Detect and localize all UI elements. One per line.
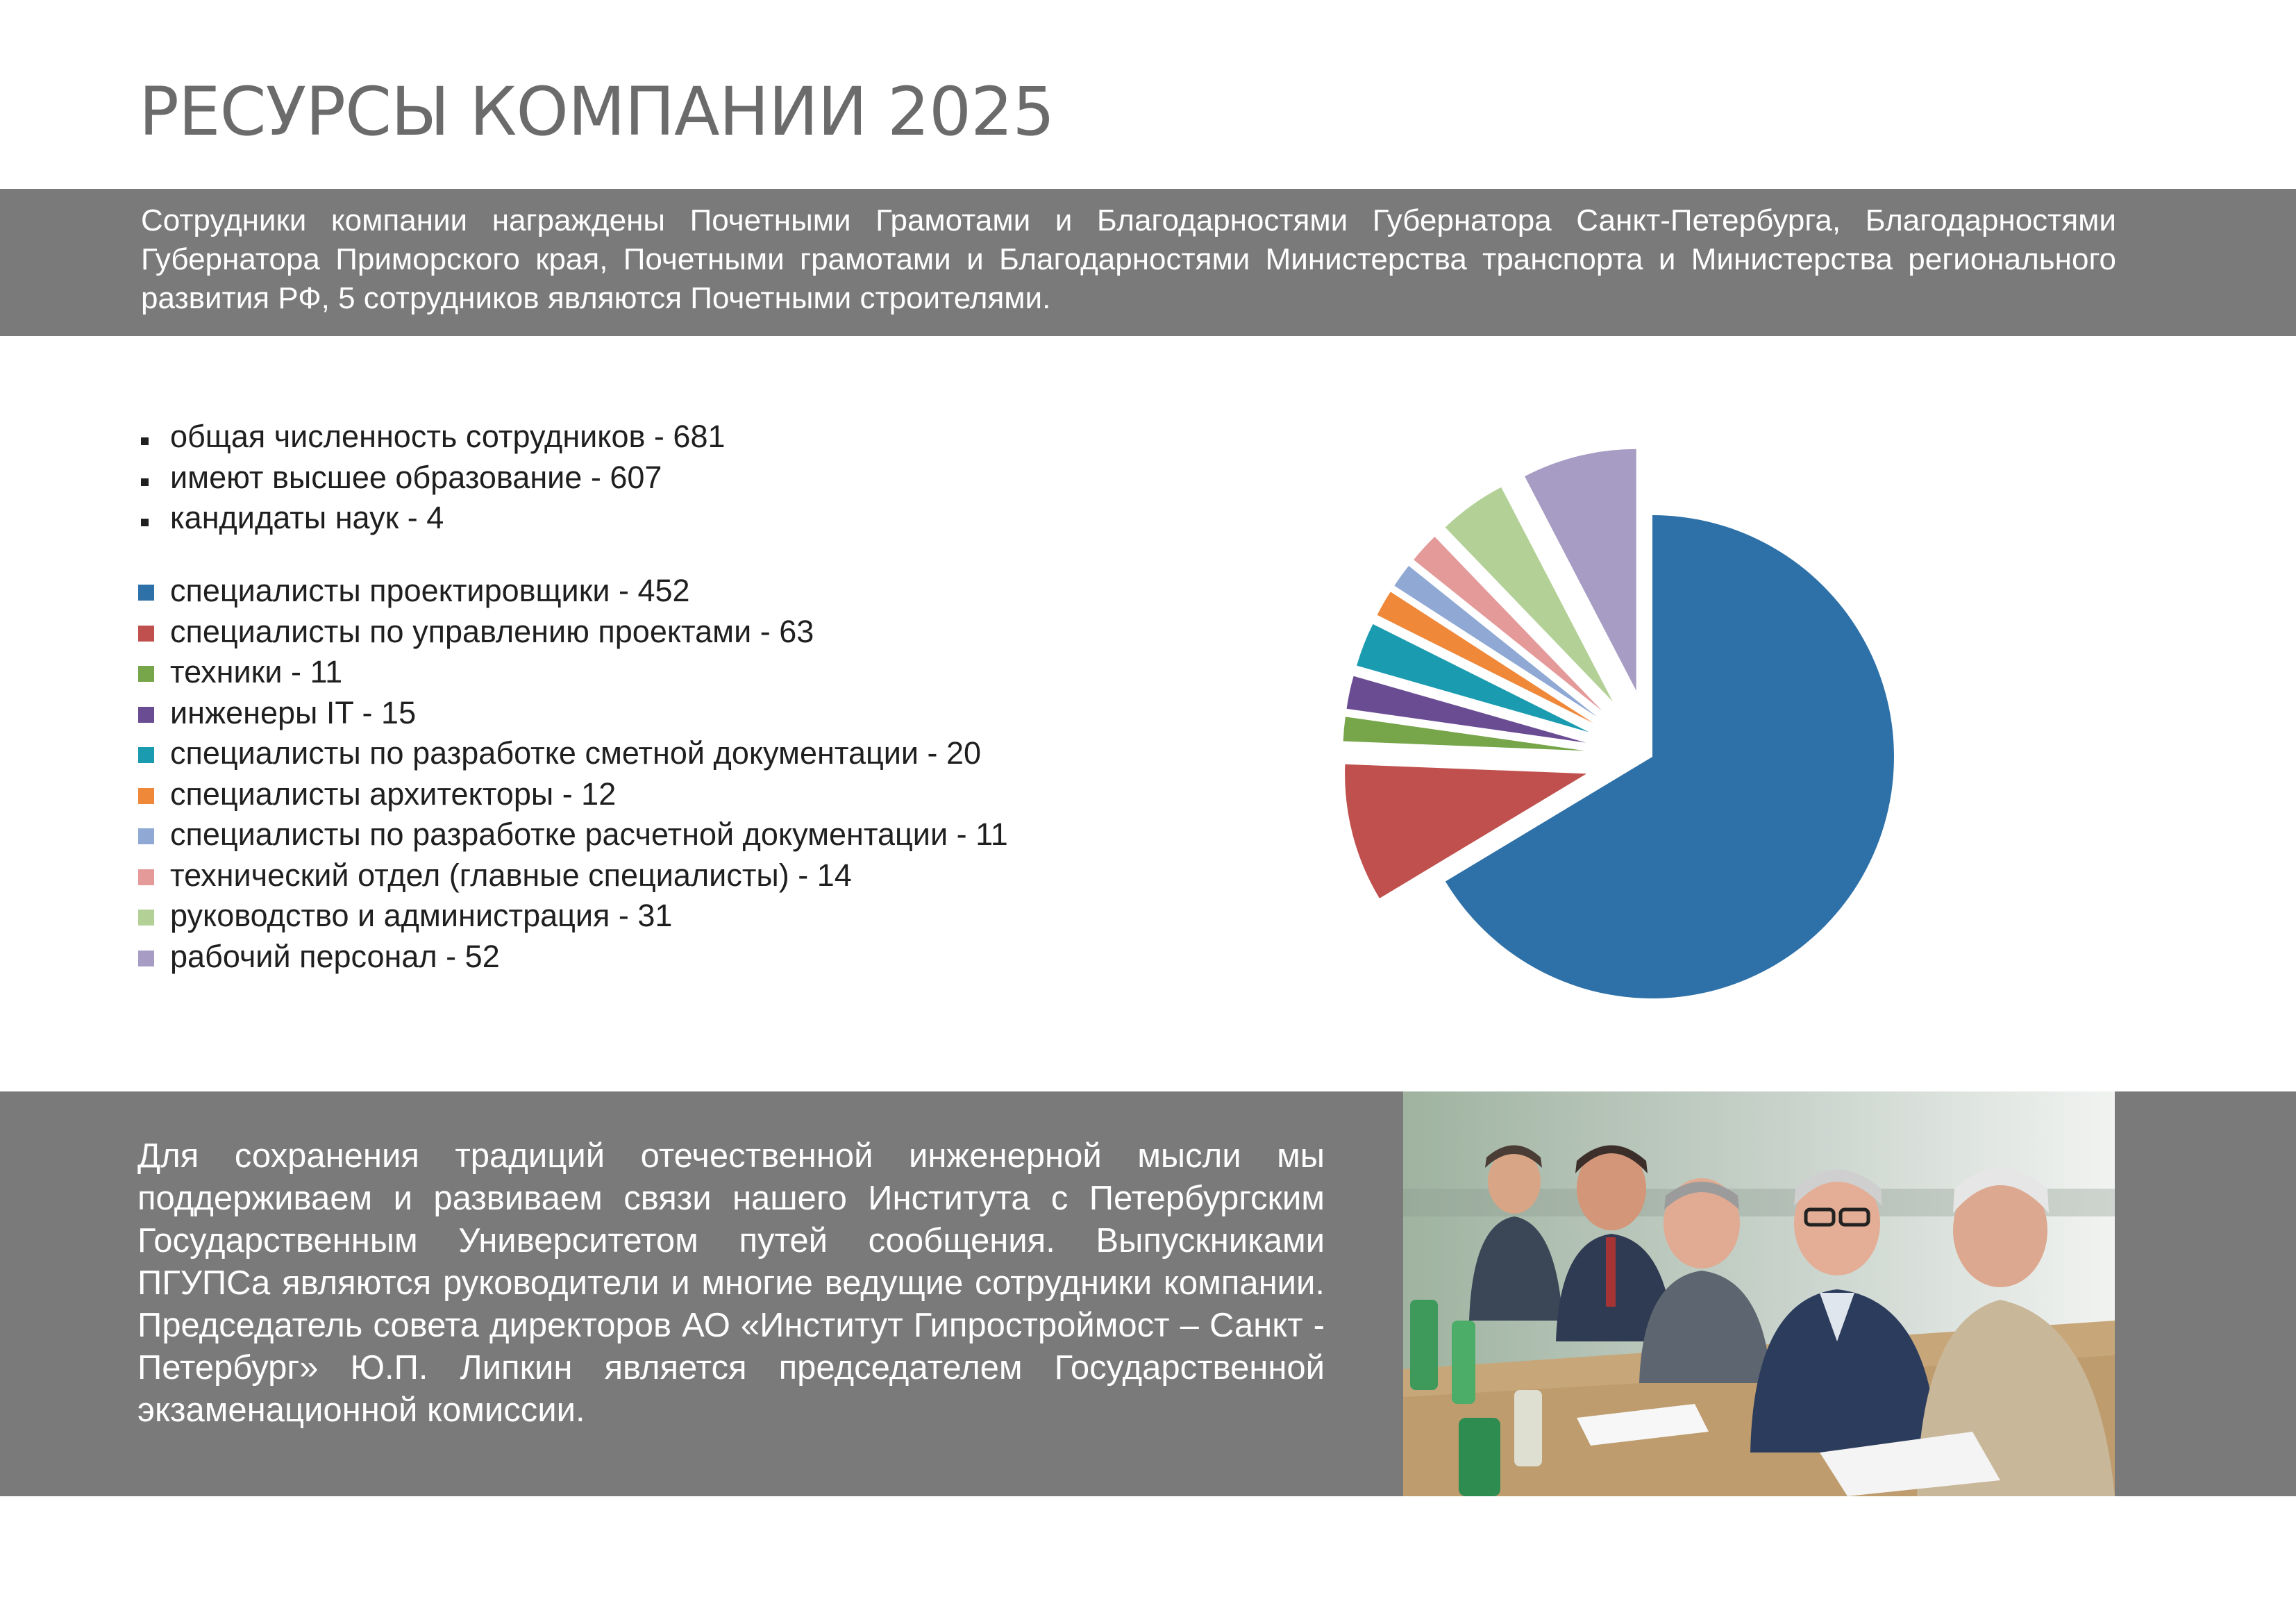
stats-item bbox=[135, 498, 726, 539]
stats-item-label: имеют высшее образование - 607 bbox=[170, 459, 662, 495]
stats-item bbox=[135, 417, 726, 458]
square-bullet-icon bbox=[141, 437, 149, 445]
legend-label: технический отдел (главные специалисты) - 14 bbox=[170, 857, 852, 893]
legend-item bbox=[135, 652, 1008, 693]
legend-swatch bbox=[138, 585, 154, 601]
square-bullet-icon bbox=[141, 478, 149, 486]
legend-label: специалисты по разработке расчетной документации - 11 bbox=[170, 817, 1008, 852]
square-bullet-icon bbox=[141, 519, 149, 526]
legend-item bbox=[135, 855, 1008, 896]
intro-text: Сотрудники компании награждены Почетными Грамотами и Благодарностями Губернатора Санкт-Петербурга, Благодарностями Губернатора Приморского края, Почетными грамотами и Благодарностями Министерства транспорта и Министерства регионального развития РФ, 5 сотрудников являются Почетными строителями. bbox=[141, 203, 2116, 315]
legend-swatch bbox=[138, 747, 154, 763]
legend-swatch bbox=[138, 910, 154, 926]
stats-item-label: кандидаты наук - 4 bbox=[170, 500, 444, 535]
chart-legend bbox=[135, 571, 1008, 977]
legend-swatch bbox=[138, 951, 154, 966]
legend-swatch bbox=[138, 707, 154, 723]
legend-item bbox=[135, 774, 1008, 815]
legend-label: техники - 11 bbox=[170, 654, 343, 689]
legend-item bbox=[135, 571, 1008, 612]
legend-item bbox=[135, 814, 1008, 855]
legend-item bbox=[135, 896, 1008, 937]
legend-item bbox=[135, 693, 1008, 734]
stats-item-label: общая численность сотрудников - 681 bbox=[170, 419, 726, 454]
legend-swatch bbox=[138, 626, 154, 642]
legend-label: инженеры IT - 15 bbox=[170, 694, 417, 730]
legend-swatch bbox=[138, 869, 154, 885]
legend-label: рабочий персонал - 52 bbox=[170, 938, 500, 974]
legend-label: руководство и администрация - 31 bbox=[170, 898, 673, 933]
legend-label: специалисты архитекторы - 12 bbox=[170, 776, 617, 812]
legend-item bbox=[135, 612, 1008, 653]
legend-swatch bbox=[138, 828, 154, 844]
legend-item bbox=[135, 733, 1008, 774]
legend-label: специалисты по разработке сметной документации - 20 bbox=[170, 735, 982, 771]
legend-item bbox=[135, 937, 1008, 978]
stats-list bbox=[135, 417, 726, 539]
legend-label: специалисты по управлению проектами - 63 bbox=[170, 613, 814, 649]
bottom-text: Для сохранения традиций отечественной инженерной мысли мы поддерживаем и развиваем связи нашего Института с Петербургским Государственным Университетом путей сообщения. Выпускниками ПГУПСа являются руководители и многие ведущие сотрудники компании. Председатель совета директоров АО «Институт Гипростроймост – Санкт - Петербург» Ю.П. Липкин является председателем Государственной экзаменационной комиссии. bbox=[137, 1137, 1325, 1429]
page-title: РЕСУРСЫ КОМПАНИИ 2025 bbox=[139, 73, 1055, 151]
legend-label: специалисты проектировщики - 452 bbox=[170, 573, 690, 608]
meeting-photo bbox=[1403, 1091, 2115, 1496]
legend-swatch bbox=[138, 666, 154, 682]
stats-item bbox=[135, 458, 726, 499]
pie-chart bbox=[1382, 410, 2034, 1021]
legend-swatch bbox=[138, 788, 154, 804]
meeting-photo-illustration bbox=[1403, 1091, 2115, 1496]
